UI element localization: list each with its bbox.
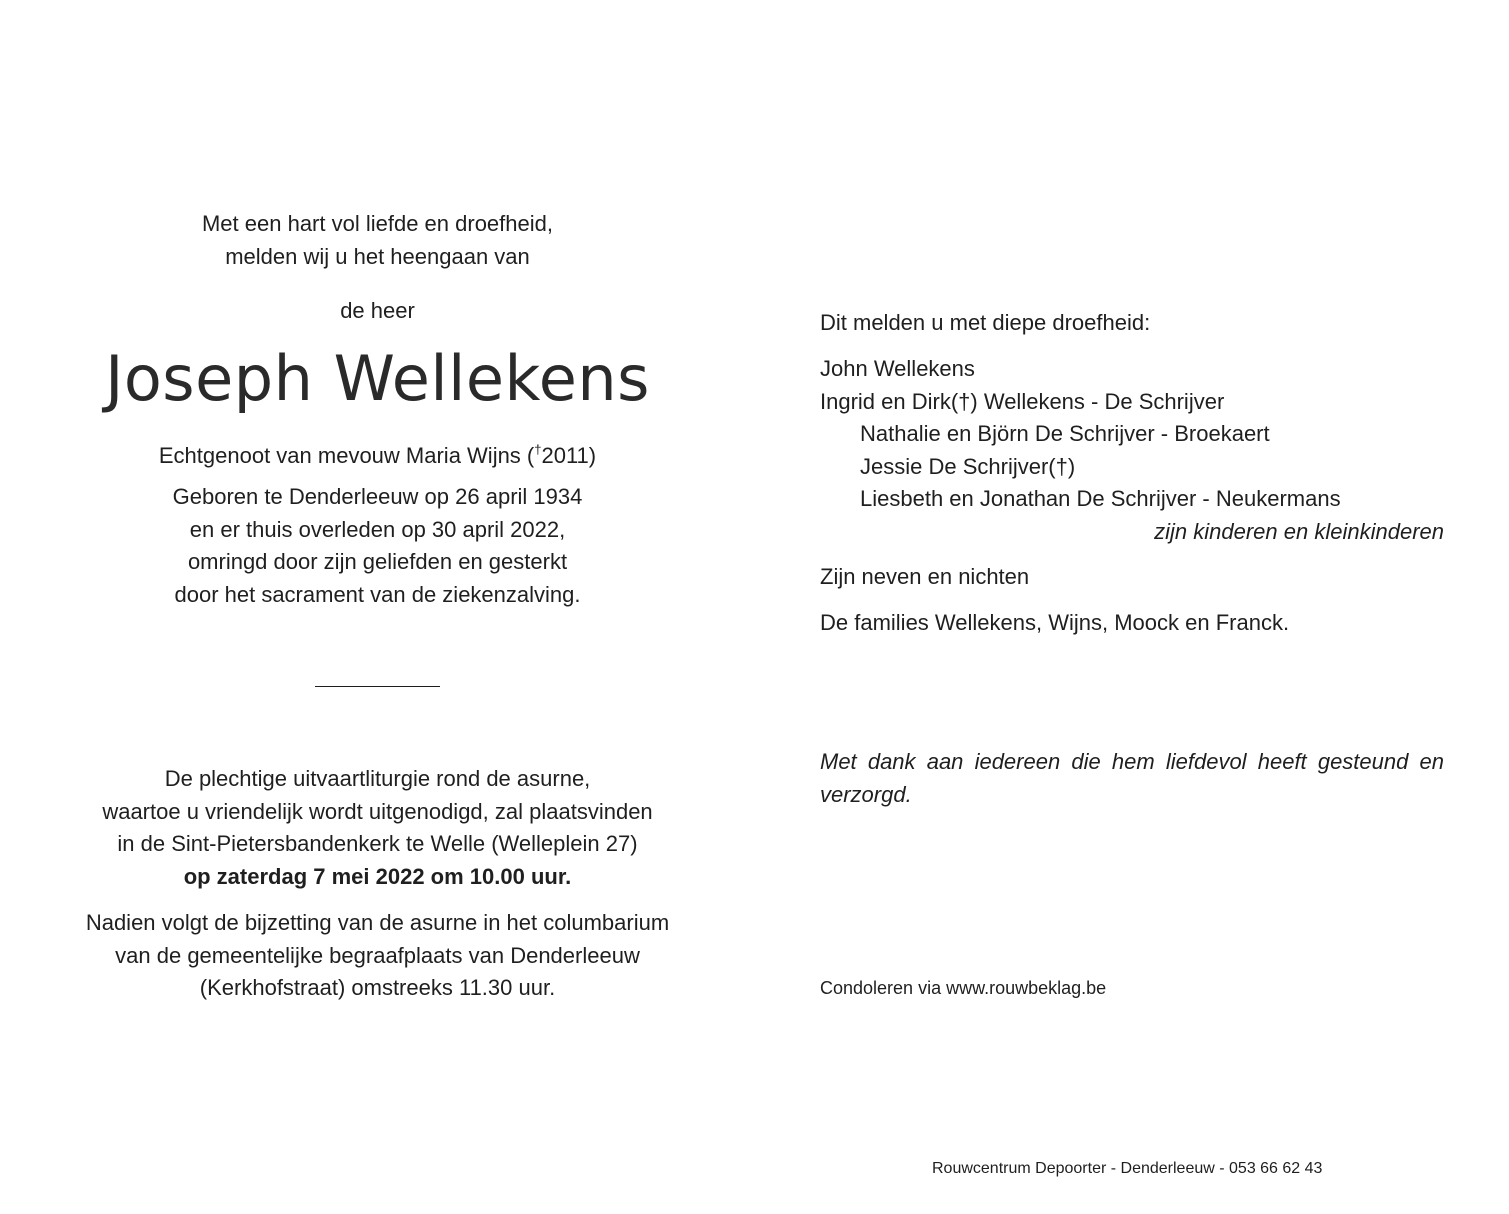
announce-text: Dit melden u met diepe droefheid: — [820, 310, 1151, 335]
spouse-prefix: Echtgenoot van mevouw Maria Wijns ( — [158, 443, 535, 468]
life-line: Geboren te Denderleeuw op 26 april 1934 — [172, 484, 583, 509]
divider-line — [315, 686, 440, 687]
life-line: door het sacrament van de ziekenzalving. — [174, 581, 581, 607]
condolence-text: Condoleren via www.rouwbeklag.be — [820, 978, 1107, 998]
deceased-name: Joseph Wellekens — [105, 342, 650, 415]
ceremony-line: in de Sint-Pietersbandenkerk te Welle (Welleplein 27) — [117, 831, 638, 856]
families-text: De families Wellekens, Wijns, Moock en Franck. — [820, 610, 1290, 635]
ceremony-details — [40, 763, 715, 893]
grandchild-name: Nathalie en Björn De Schrijver - Broekaert — [860, 421, 1270, 446]
family-list — [820, 353, 1444, 548]
ceremony-line: waartoe u vriendelijk wordt uitgenodigd, zal plaatsvinden — [102, 798, 653, 824]
spouse-line — [40, 434, 715, 473]
funeral-home-footer: Rouwcentrum Depoorter - Denderleeuw - 053 66 62 43 — [932, 1160, 1323, 1177]
relation-label: zijn kinderen en kleinkinderen — [1154, 518, 1444, 544]
ceremony-date: op zaterdag 7 mei 2022 om 10.00 uur. — [183, 863, 572, 889]
cousins-text: Zijn neven en nichten — [820, 564, 1030, 589]
life-details — [40, 481, 715, 611]
burial-line: van de gemeentelijke begraafplaats van Denderleeuw — [115, 942, 640, 968]
burial-details — [40, 907, 715, 1005]
burial-line: Nadien volgt de bijzetting van de asurne in het columbarium — [85, 910, 670, 935]
intro-line: Met een hart vol liefde en droefheid, — [201, 211, 553, 236]
intro-text — [40, 208, 715, 273]
life-line: en er thuis overleden op 30 april 2022, — [189, 516, 566, 542]
child-name: John Wellekens — [820, 356, 975, 381]
life-line: omringd door zijn geliefden en gesterkt — [187, 549, 568, 574]
salutation: de heer — [340, 298, 415, 323]
cross-symbol: † — [534, 442, 542, 457]
grandchild-name: Liesbeth en Jonathan De Schrijver - Neukermans — [860, 486, 1341, 511]
intro-line: melden wij u het heengaan van — [225, 243, 530, 269]
spouse-suffix: ) — [588, 443, 597, 468]
ceremony-line: De plechtige uitvaartliturgie rond de asurne, — [164, 766, 591, 791]
burial-line: (Kerkhofstraat) omstreeks 11.30 uur. — [199, 975, 556, 1000]
thanks-text: Met dank aan iedereen die hem liefdevol heeft gesteund en verzorgd. — [820, 749, 1444, 807]
grandchild-name: Jessie De Schrijver(†) — [860, 453, 1076, 479]
spouse-year: 2011 — [541, 443, 589, 468]
child-name: Ingrid en Dirk(†) Wellekens - De Schrijver — [820, 388, 1225, 414]
